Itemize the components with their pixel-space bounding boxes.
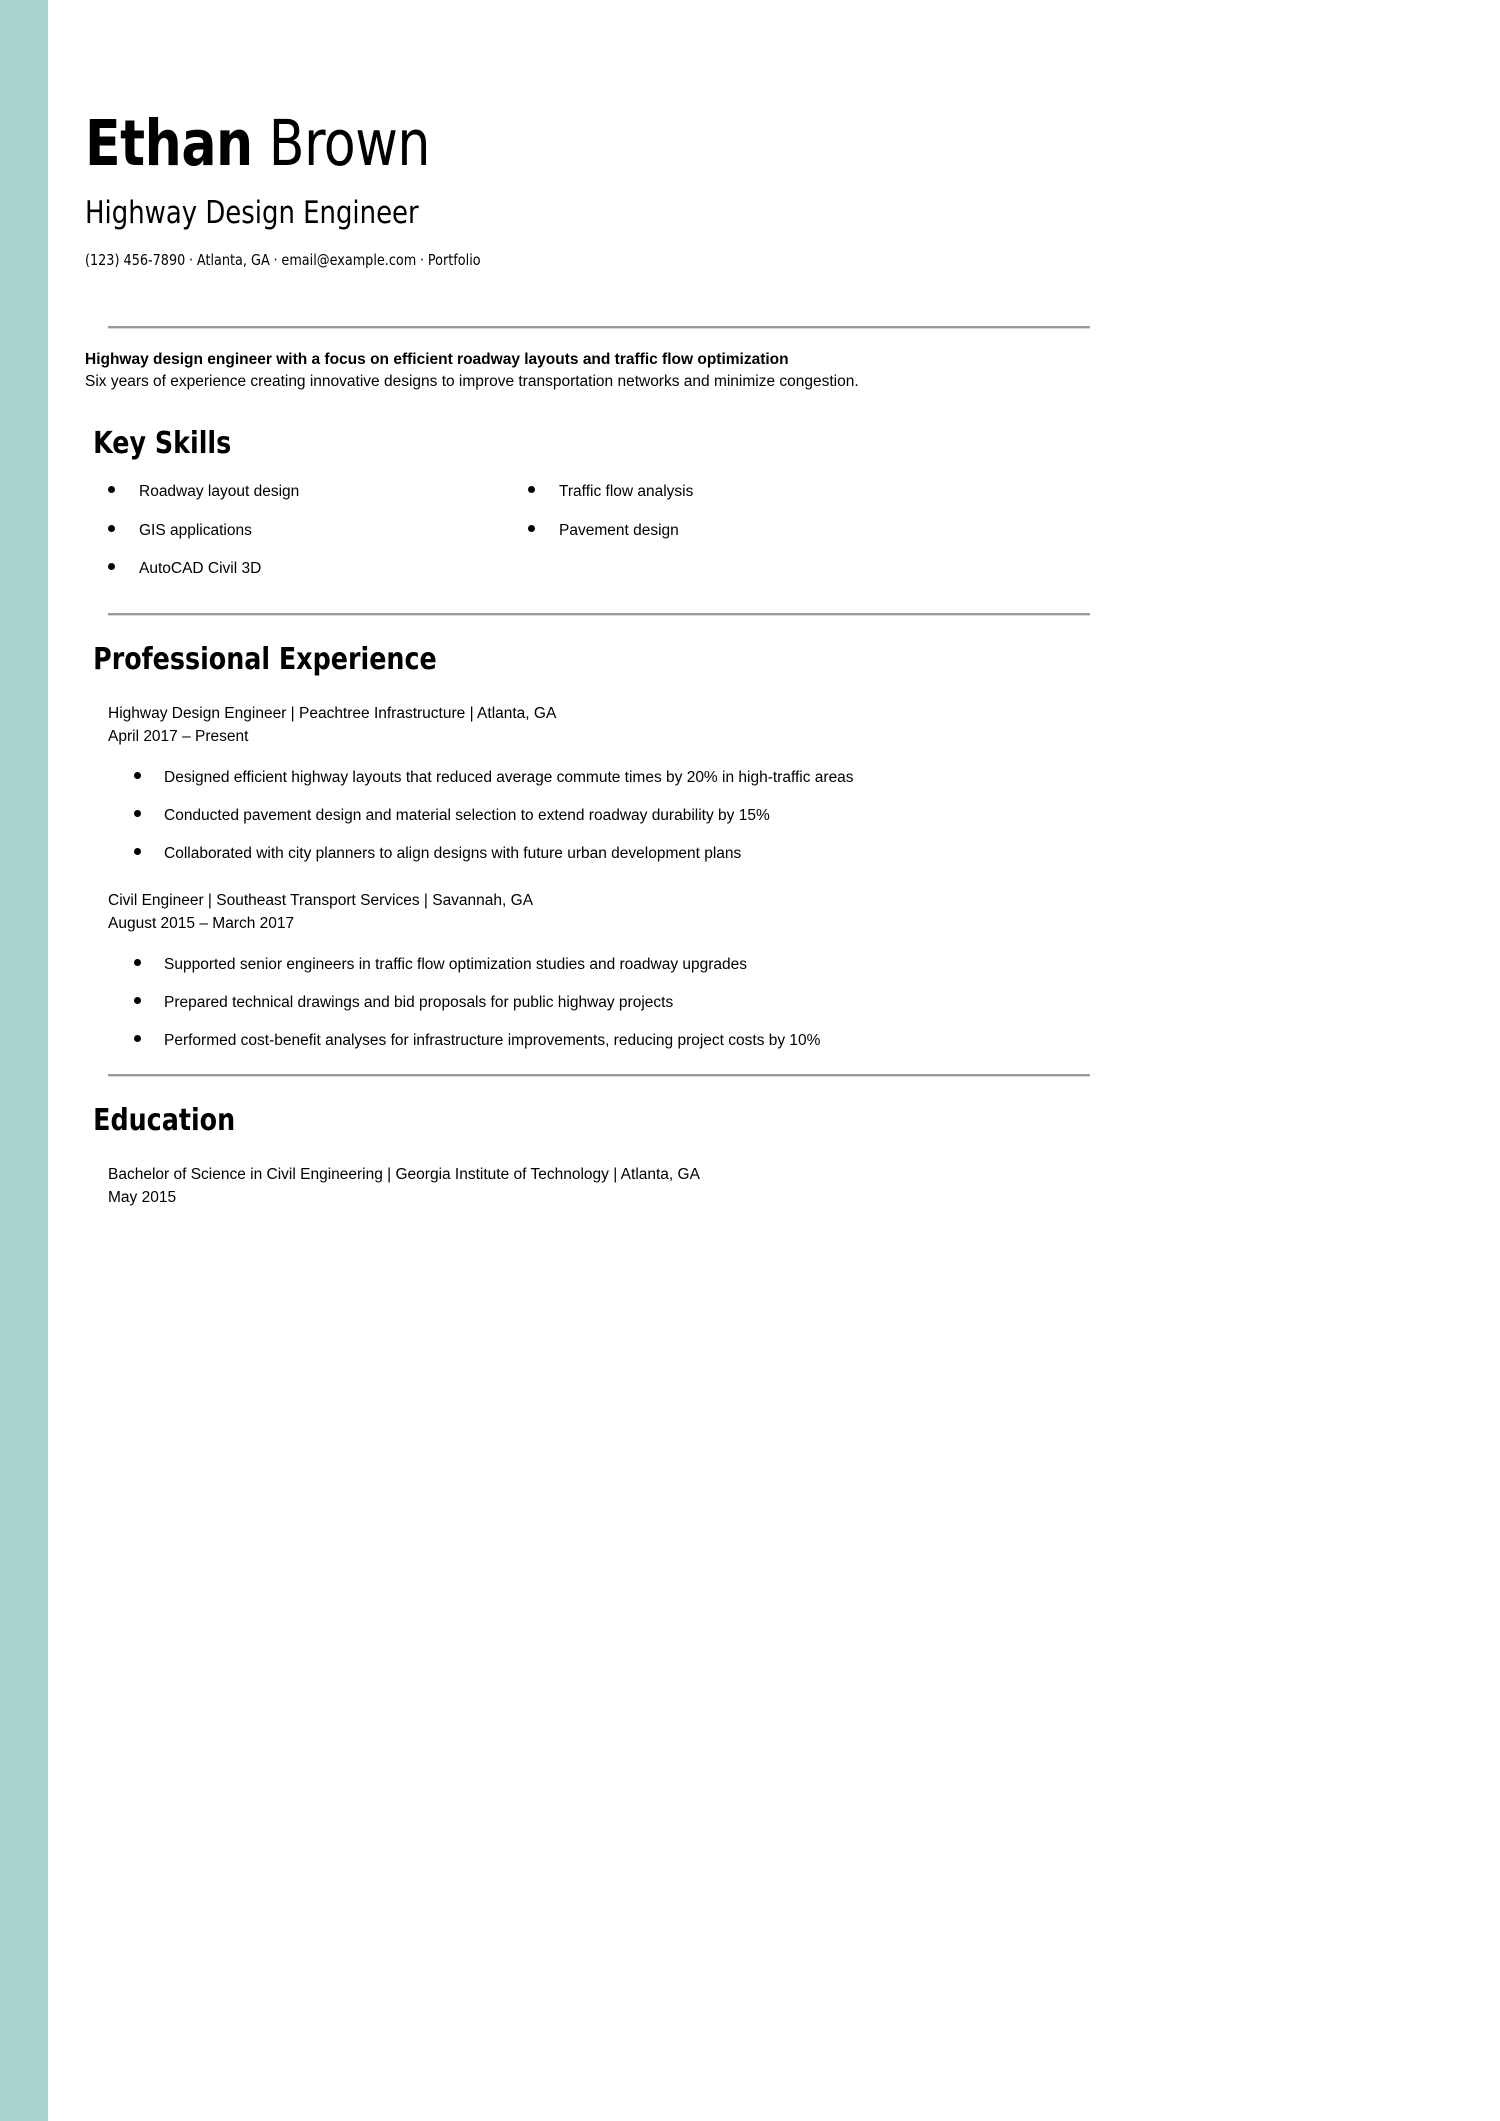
bullet-icon bbox=[108, 563, 115, 570]
bullet-icon bbox=[134, 1035, 141, 1042]
list-item bbox=[108, 560, 528, 579]
achievement-text: Prepared technical drawings and bid proposals for public highway projects bbox=[164, 993, 674, 1011]
contact-line bbox=[85, 251, 1429, 269]
accent-side-band bbox=[0, 0, 48, 2121]
resume-content bbox=[48, 0, 1500, 2121]
contact-separator-3: · bbox=[420, 251, 425, 269]
bullet-icon bbox=[134, 959, 141, 966]
list-item bbox=[134, 844, 1500, 863]
list-item bbox=[134, 806, 1500, 825]
experience-heading: Highway Design Engineer | Peachtree Infrastructure | Atlanta, GA bbox=[108, 704, 557, 722]
list-item bbox=[134, 955, 1500, 974]
list-item bbox=[108, 522, 528, 541]
achievement-text: Supported senior engineers in traffic flow optimization studies and roadway upgrades bbox=[164, 955, 748, 973]
section-title-education: Education bbox=[93, 1102, 236, 1138]
contact-email[interactable]: email@example.com bbox=[281, 251, 417, 269]
education-entry bbox=[48, 1164, 1500, 1210]
bullet-icon bbox=[134, 997, 141, 1004]
section-title-experience: Professional Experience bbox=[93, 641, 437, 677]
candidate-last-name: Brown bbox=[252, 107, 431, 180]
divider-after-header bbox=[108, 326, 1090, 329]
achievement-text: Collaborated with city planners to align designs with future urban development plans bbox=[164, 845, 742, 863]
summary-headline: Highway design engineer with a focus on efficient roadway layouts and traffic flow optimization bbox=[85, 351, 789, 368]
summary-detail: Six years of experience creating innovative designs to improve transportation networks and minimize congestion. bbox=[85, 373, 859, 391]
education-dates: May 2015 bbox=[108, 1188, 177, 1206]
candidate-first-name: Ethan bbox=[85, 107, 253, 180]
skill-label: Roadway layout design bbox=[139, 482, 300, 500]
contact-separator-1: · bbox=[189, 251, 194, 269]
bullet-icon bbox=[528, 525, 535, 532]
achievement-text: Designed efficient highway layouts that reduced average commute times by 20% in high-traffic areas bbox=[164, 768, 854, 786]
bullet-icon bbox=[528, 486, 535, 493]
bullet-icon bbox=[108, 486, 115, 493]
experience-bullet-list bbox=[108, 955, 1500, 1051]
contact-separator-2: · bbox=[273, 251, 278, 269]
contact-location: Atlanta, GA bbox=[196, 251, 270, 269]
list-item bbox=[528, 522, 948, 541]
bullet-icon bbox=[108, 525, 115, 532]
experience-dates: April 2017 – Present bbox=[108, 727, 249, 745]
key-skills-list bbox=[48, 483, 1500, 599]
key-skills-column-left bbox=[108, 483, 528, 599]
list-item bbox=[134, 768, 1500, 787]
skill-label: Pavement design bbox=[559, 521, 679, 539]
skill-label: Traffic flow analysis bbox=[559, 482, 694, 500]
achievement-text: Performed cost-benefit analyses for infrastructure improvements, reducing project costs by 10% bbox=[164, 1032, 821, 1050]
list-item bbox=[134, 993, 1500, 1012]
contact-portfolio-link[interactable]: Portfolio bbox=[427, 251, 481, 269]
list-item bbox=[528, 483, 948, 502]
skill-label: GIS applications bbox=[139, 521, 252, 539]
bullet-icon bbox=[134, 810, 141, 817]
candidate-job-title: Highway Design Engineer bbox=[85, 195, 419, 231]
experience-dates: August 2015 – March 2017 bbox=[108, 914, 295, 932]
experience-entry bbox=[48, 703, 1500, 864]
contact-phone: (123) 456-7890 bbox=[85, 251, 186, 269]
list-item bbox=[134, 1031, 1500, 1050]
section-title-key-skills: Key Skills bbox=[93, 425, 232, 461]
bullet-icon bbox=[134, 772, 141, 779]
skill-label: AutoCAD Civil 3D bbox=[139, 560, 262, 578]
experience-entry bbox=[48, 890, 1500, 1051]
resume-header bbox=[48, 0, 1500, 269]
list-item bbox=[108, 483, 528, 502]
experience-heading: Civil Engineer | Southeast Transport Services | Savannah, GA bbox=[108, 891, 534, 909]
summary-block bbox=[48, 349, 1500, 394]
experience-bullet-list bbox=[108, 768, 1500, 864]
bullet-icon bbox=[134, 848, 141, 855]
achievement-text: Conducted pavement design and material selection to extend roadway durability by 15% bbox=[164, 806, 770, 824]
candidate-name bbox=[85, 107, 1387, 180]
key-skills-column-right bbox=[528, 483, 948, 599]
education-heading: Bachelor of Science in Civil Engineering | Georgia Institute of Technology | Atlanta, GA bbox=[108, 1165, 700, 1183]
